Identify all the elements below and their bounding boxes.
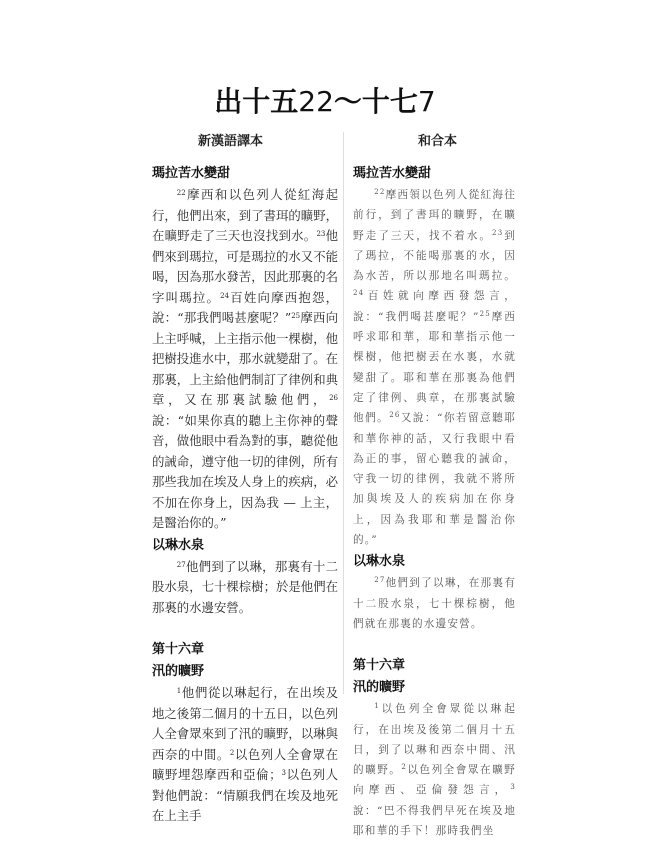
- verse-number: 3: [510, 783, 516, 792]
- verse-number: 3: [281, 769, 286, 777]
- verse-number: 23: [316, 230, 326, 238]
- verse-number: 24: [353, 289, 365, 298]
- verse-number: 2: [401, 763, 408, 772]
- title-chapter-end: ～十七: [333, 85, 418, 118]
- verse-number: 26: [389, 411, 401, 420]
- title-verse-end: 7: [417, 85, 436, 118]
- verse-number: 1: [176, 687, 182, 695]
- section-title: 瑪拉苦水變甜: [152, 166, 231, 181]
- verse-number: 1: [374, 702, 380, 711]
- verse-number: 27: [176, 560, 186, 569]
- right-column-text: [353, 162, 516, 841]
- title-chapter: 出十五: [214, 85, 299, 118]
- verse-number: 23: [492, 228, 504, 237]
- verse-number: 22: [176, 189, 186, 197]
- verse-number: 27: [374, 576, 386, 585]
- section-paragraph: $^1$以色列全會眾從以琳起行，在出埃及後第二個月十五日，到了以琳和西奈中間、汛的曠野。$^2$以色列全會眾在曠野向摩西、亞倫發怨言，$^3$說：“巴不得我們早死在埃及地耶和華的手下！那時我們坐: [353, 702, 516, 838]
- verse-number: 22: [374, 188, 386, 196]
- section-title: 汛的曠野: [152, 664, 205, 679]
- title-verse-start: 22: [298, 85, 334, 118]
- section-paragraph: $^{27}$他們到了以琳，在那裏有十二股水泉，七十棵棕樹，他們就在那裏的水邊安營。: [353, 576, 516, 630]
- chapter-title: 第十六章: [353, 658, 406, 674]
- right-column-heading: 和合本: [418, 134, 458, 149]
- section-paragraph: $^1$他們從以琳起行，在出埃及地之後第二個月的十五日，以色列人全會眾來到了汛的曠野，以琳與西奈的中間。$^2$以色列人全會眾在曠野埋怨摩西和亞倫；$^3$以色列人對他們說：“情願我們在埃及地死在上主手: [152, 685, 339, 823]
- chapter-title: 第十六章: [152, 642, 205, 657]
- section-paragraph: $^{27}$他們到了以琳，那裏有十二股水泉，七十棵棕樹；於是他們在那裏的水邊安營。: [152, 558, 338, 615]
- verse-number: 24: [220, 291, 230, 300]
- verse-number: 2: [229, 748, 235, 757]
- section-title: 瑪拉苦水變甜: [353, 166, 432, 181]
- section-title: 以琳水泉: [353, 554, 406, 570]
- section-paragraph: $^{22}$摩西領以色列人從紅海往前行，到了書珥的曠野，在曠野走了三天，找不着水。$^{23}$到了瑪拉，不能喝那裏的水，因為水苦，所以那地名叫瑪拉。$^{24}$百姓就向摩西發怨言，說：“我們喝甚麼呢？”$^{25}$摩西呼求耶和華，耶和華指示他一棵樹，他把樹丟在水裏，水就變甜了。耶和華在那裏為他們定了律例、典章，在那裏試驗他們。$^{26}$又說：“你若留意聽耶和華你神的話，又行我眼中看為正的事，留心聽我的誡命，守我一切的律例，我就不將所加與埃及人的疾病加在你身上，因為我耶和華是醫治你的。”: [353, 188, 516, 547]
- left-column-text: [152, 162, 338, 827]
- section-title: 汛的曠野: [353, 680, 406, 696]
- page-title: [0, 80, 650, 120]
- section-title: 以琳水泉: [152, 537, 205, 553]
- left-column-heading: 新漢語譯本: [198, 134, 264, 149]
- verse-number: 26: [329, 394, 338, 402]
- section-paragraph: $^{22}$摩西和以色列人從紅海起行，他們出來，到了書珥的曠野，在曠野走了三天也沒找到水。$^{23}$他們來到瑪拉，可是瑪拉的水又不能喝，因為那水發苦，因此那裏的名字叫瑪拉。$^{24}$百姓向摩西抱怨，說：“那我們喝甚麼呢？”$^{25}$摩西向上主呼喊，上主指示他一棵樹，他把樹投進水中，那水就變甜了。在那裏，上主給他們制訂了律例和典章，又在那裏試驗他們，$^{26}$說：“如果你真的聽上主你神的聲音，做他眼中看為對的事，聽從他的誡命，遵守他一切的律例，所有那些我加在埃及人身上的疾病，必不加在你身上，因為我 — 上主，是醫治你的。”: [152, 187, 339, 530]
- verse-number: 25: [479, 309, 491, 318]
- column-divider: [343, 132, 344, 694]
- verse-number: 25: [291, 312, 301, 320]
